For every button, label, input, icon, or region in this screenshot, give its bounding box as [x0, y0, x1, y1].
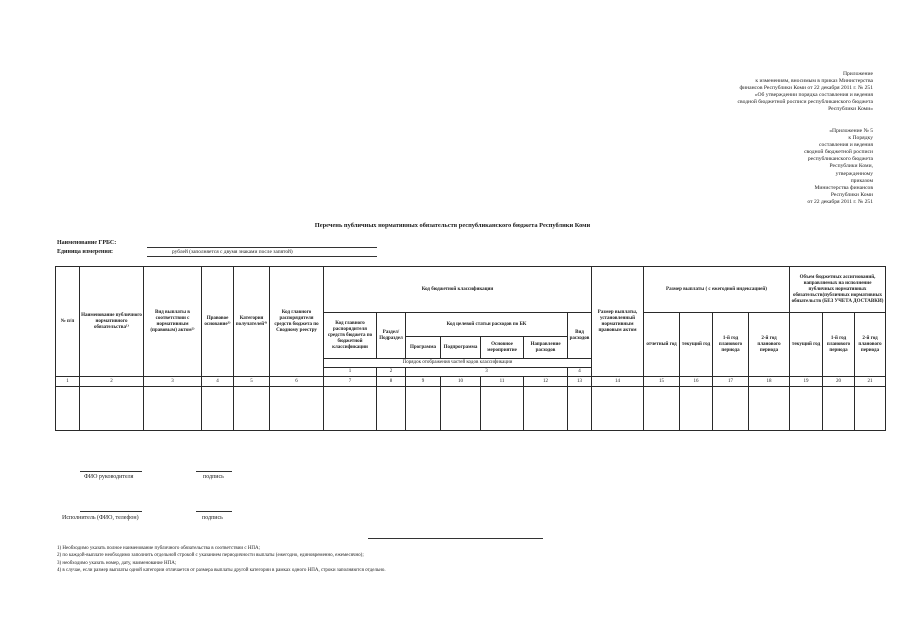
executor-line — [80, 511, 142, 512]
order-number: 4 — [568, 368, 592, 377]
column-number: 4 — [202, 377, 234, 387]
column-number: 8 — [377, 377, 406, 387]
column-number: 20 — [823, 377, 855, 387]
column-number: 7 — [324, 377, 377, 387]
table-cell[interactable] — [592, 387, 644, 431]
footnote: 4) в случае, если размер выплаты одной категории отличается от размера выплаты другой категории в рамках одного НПА, строки заполняются отдельно. — [57, 568, 386, 574]
unit-label: Единица измерения: — [57, 249, 114, 255]
column-number: 2 — [80, 377, 144, 387]
head-name-line — [80, 471, 142, 472]
table-row — [56, 387, 886, 431]
order-number: 3 — [406, 368, 568, 377]
appendix5-line: сводной бюджетной росписи — [804, 149, 873, 156]
footnote: 1) Необходимо указать полное наименование публичного обязательства в соответствии с НПА; — [57, 546, 261, 551]
unit-value: рублей (заполняется с двумя знаками после запятой) — [172, 249, 293, 255]
head-sign-line — [196, 471, 232, 472]
footnotes — [57, 545, 837, 575]
header-payment-type: Вид выплаты в соответствии с нормативным (правовым) актом²⁾ — [144, 267, 202, 377]
appendix5-line: Республики Коми, — [829, 163, 873, 170]
table-cell[interactable] — [644, 387, 680, 431]
header-main-activity: Основное мероприятие — [481, 337, 524, 359]
obligations-table — [55, 266, 886, 431]
header-program: Программа — [406, 337, 441, 359]
header-expense-direction: Направление расходов — [524, 337, 568, 359]
appendix5-line: к Порядку — [848, 135, 873, 142]
appendix-line: сводной бюджетной росписи республиканского бюджета — [737, 99, 873, 106]
table-cell[interactable] — [324, 387, 377, 431]
column-number: 9 — [406, 377, 441, 387]
table-cell[interactable] — [377, 387, 406, 431]
column-number: 18 — [749, 377, 790, 387]
table-cell[interactable] — [481, 387, 524, 431]
appendix-line: к изменениям, вносимым в приказ Министерства — [755, 78, 873, 85]
header-num: № п/п — [56, 267, 80, 377]
header-expense-type: Вид расходов — [568, 313, 592, 359]
head-sign-label: подпись — [203, 474, 224, 480]
table-cell[interactable] — [680, 387, 713, 431]
header-current-year: текущий год — [680, 313, 713, 377]
table-cell[interactable] — [524, 387, 568, 431]
table-cell[interactable] — [790, 387, 823, 431]
appendix5-line: составления и ведения — [819, 142, 873, 149]
column-number: 16 — [680, 377, 713, 387]
table-cell[interactable] — [855, 387, 886, 431]
executor-sign-label: подпись — [202, 515, 223, 521]
header-vol-current-year: текущий год — [790, 313, 823, 377]
appendix-line: Приложение — [842, 71, 873, 77]
column-number: 5 — [234, 377, 270, 387]
executor-sign-line — [196, 511, 232, 512]
header-vol-plan-year-1: 1-й год планового периода — [823, 313, 855, 377]
separator-line — [368, 538, 543, 539]
table-cell[interactable] — [56, 387, 80, 431]
appendix5-line: Республики Коми — [830, 191, 873, 198]
appendix5-line: приказом — [850, 177, 873, 184]
column-number: 17 — [713, 377, 749, 387]
column-number: 14 — [592, 377, 644, 387]
appendix-line: «Об утверждении порядка составления и ведения — [754, 92, 873, 99]
appendix-line: Республики Коми» — [828, 106, 873, 113]
column-number: 6 — [270, 377, 324, 387]
grbs-label: Наименование ГРБС: — [57, 240, 117, 246]
table-cell[interactable] — [749, 387, 790, 431]
table-cell[interactable] — [234, 387, 270, 431]
table-cell[interactable] — [823, 387, 855, 431]
table-cell[interactable] — [713, 387, 749, 431]
appendix5-line: республиканского бюджета — [807, 156, 873, 163]
executor-label: Исполнитель (ФИО, телефон) — [62, 515, 139, 521]
header-main-manager-code: Код главного распорядителя средств бюджета по Сводному реестру — [270, 267, 324, 377]
header-main-manager-class-code: Код главного распорядителя средств бюджета по бюджетной классификации — [324, 313, 377, 359]
unit-field-line — [147, 256, 377, 257]
table-cell[interactable] — [441, 387, 481, 431]
header-vol-plan-year-2: 2-й год планового периода — [855, 313, 886, 377]
column-number: 19 — [790, 377, 823, 387]
header-subprogram: Подпрограмма — [441, 337, 481, 359]
header-target-article-code: Код целевой статьи расходов по БК — [406, 313, 568, 337]
header-payment-size-indexed: Размер выплаты ( с ежегодной индексацией) — [644, 267, 790, 313]
appendix-block — [633, 71, 873, 114]
head-name-label: ФИО руководителя — [84, 474, 134, 480]
header-budget-class-code: Код бюджетной классификации — [324, 267, 592, 313]
table-cell[interactable] — [80, 387, 144, 431]
header-section-subsection: Раздел/ Подраздел — [377, 313, 406, 359]
header-parts-order: Порядок отображения частей кодов классификации — [324, 359, 592, 368]
column-number: 15 — [644, 377, 680, 387]
header-allocations-volume: Объем бюджетных ассигнований, направляемых на исполнение публичных нормативных обязательств(публичных нормативных обязательств (БЕЗ УЧЕТА ДОСТАВКИ) — [790, 267, 886, 313]
table-cell[interactable] — [202, 387, 234, 431]
column-number: 13 — [568, 377, 592, 387]
footnote: 2) по каждой-выплате необходимо заполнить отдельной строкой с указанием периодичности выплаты (ежегодно, единовременно, ежемесячно); — [57, 553, 364, 559]
header-reporting-year: отчетный год — [644, 313, 680, 377]
header-recipient-category: Категория получателей⁴⁾ — [234, 267, 270, 377]
table-cell[interactable] — [270, 387, 324, 431]
table-cell[interactable] — [568, 387, 592, 431]
header-plan-year-2: 2-й год планового периода — [749, 313, 790, 377]
footnote: 3) необходимо указать номер, дату, наименование НПА; — [57, 560, 177, 566]
column-number: 11 — [481, 377, 524, 387]
column-number: 10 — [441, 377, 481, 387]
column-number: 3 — [144, 377, 202, 387]
table-cell[interactable] — [406, 387, 441, 431]
appendix-line: финансов Республики Коми от 22 декабря 2011 г. № 251 — [739, 85, 873, 92]
order-number: 1 — [324, 368, 377, 377]
header-payment-size-act: Размер выплаты, установленный нормативным правовым актом — [592, 267, 644, 377]
table-cell[interactable] — [144, 387, 202, 431]
column-number: 21 — [855, 377, 886, 387]
order-number: 2 — [377, 368, 406, 377]
appendix5-line: утвержденному — [835, 170, 873, 177]
grbs-field-line — [147, 247, 377, 248]
column-number: 12 — [524, 377, 568, 387]
appendix5-block — [713, 128, 873, 206]
appendix5-line: «Приложение № 5 — [829, 128, 873, 134]
header-obligation-name: Наименование публичного нормативного обязательства¹⁾ — [80, 267, 144, 377]
column-number: 1 — [56, 377, 80, 387]
page-title: Перечень публичных нормативных обязательств республиканского бюджета Республики Коми — [314, 222, 591, 229]
header-plan-year-1: 1-й год планового периода — [713, 313, 749, 377]
header-legal-basis: Правовое основание³⁾ — [202, 267, 234, 377]
appendix5-line: Министерства финансов — [814, 184, 873, 191]
appendix5-line: от 22 декабря 2011 г. № 251 — [807, 198, 873, 205]
